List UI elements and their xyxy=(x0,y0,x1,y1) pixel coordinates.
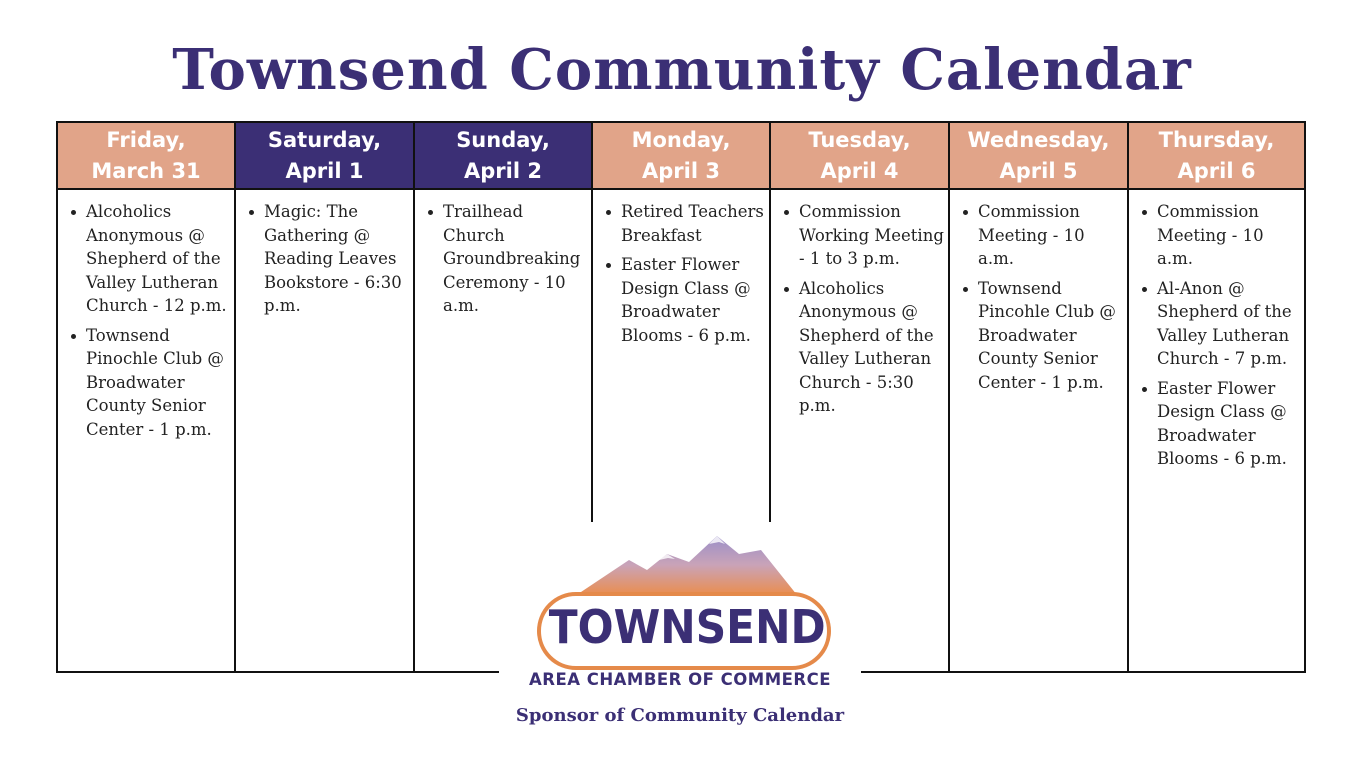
day-name: Thursday, xyxy=(1158,127,1275,152)
event-list xyxy=(771,190,948,418)
event-item: Easter Flower Design Class @ Broadwater Blooms - 6 p.m. xyxy=(621,253,765,347)
event-item: Commission Working Meeting - 1 to 3 p.m. xyxy=(799,200,944,271)
day-column-saturday xyxy=(236,123,415,671)
event-list xyxy=(593,190,769,347)
day-date: April 1 xyxy=(285,158,364,183)
sponsor-caption: Sponsor of Community Calendar xyxy=(515,705,845,726)
day-date: April 3 xyxy=(642,158,720,183)
event-item: Alcoholics Anonymous @ Shepherd of the Valley Lutheran Church - 12 p.m. xyxy=(86,200,230,318)
day-column-thursday xyxy=(1129,123,1304,671)
event-list xyxy=(950,190,1127,394)
day-column-friday xyxy=(58,123,236,671)
logo-subtitle: AREA CHAMBER OF COMMERCE xyxy=(528,670,832,689)
event-item: Magic: The Gathering @ Reading Leaves Bookstore - 6:30 p.m. xyxy=(264,200,409,318)
day-header xyxy=(415,123,591,190)
day-header xyxy=(771,123,948,190)
event-list xyxy=(236,190,413,318)
day-column-wednesday xyxy=(950,123,1129,671)
event-item: Commission Meeting - 10 a.m. xyxy=(978,200,1123,271)
chamber-logo xyxy=(499,522,861,764)
day-date: April 2 xyxy=(464,158,542,183)
day-header xyxy=(236,123,413,190)
event-item: Easter Flower Design Class @ Broadwater Blooms - 6 p.m. xyxy=(1157,377,1300,471)
day-date: April 4 xyxy=(820,158,899,183)
event-list xyxy=(58,190,234,441)
event-item: Townsend Pinochle Club @ Broadwater County Senior Center - 1 p.m. xyxy=(86,324,230,442)
page-title: Townsend Community Calendar xyxy=(172,37,1192,103)
event-list xyxy=(415,190,591,318)
event-item: Al-Anon @ Shepherd of the Valley Lutheran Church - 7 p.m. xyxy=(1157,277,1300,371)
event-item: Townsend Pincohle Club @ Broadwater County Senior Center - 1 p.m. xyxy=(978,277,1123,395)
day-name: Sunday, xyxy=(456,127,550,152)
event-item: Retired Teachers Breakfast xyxy=(621,200,765,247)
day-header xyxy=(593,123,769,190)
day-date: April 6 xyxy=(1177,158,1256,183)
event-list xyxy=(1129,190,1304,471)
event-item: Alcoholics Anonymous @ Shepherd of the Valley Lutheran Church - 5:30 p.m. xyxy=(799,277,944,418)
day-name: Saturday, xyxy=(267,127,382,152)
logo-name: TOWNSEND xyxy=(548,600,826,654)
day-date: April 5 xyxy=(999,158,1078,183)
day-name: Wednesday, xyxy=(967,127,1110,152)
day-name: Friday, xyxy=(106,127,186,152)
event-item: Commission Meeting - 10 a.m. xyxy=(1157,200,1300,271)
day-header xyxy=(950,123,1127,190)
day-header xyxy=(1129,123,1304,190)
day-date: March 31 xyxy=(91,158,201,183)
day-name: Monday, xyxy=(631,127,731,152)
day-header xyxy=(58,123,234,190)
day-name: Tuesday, xyxy=(808,127,911,152)
event-item: Trailhead Church Groundbreaking Ceremony - 10 a.m. xyxy=(443,200,587,318)
